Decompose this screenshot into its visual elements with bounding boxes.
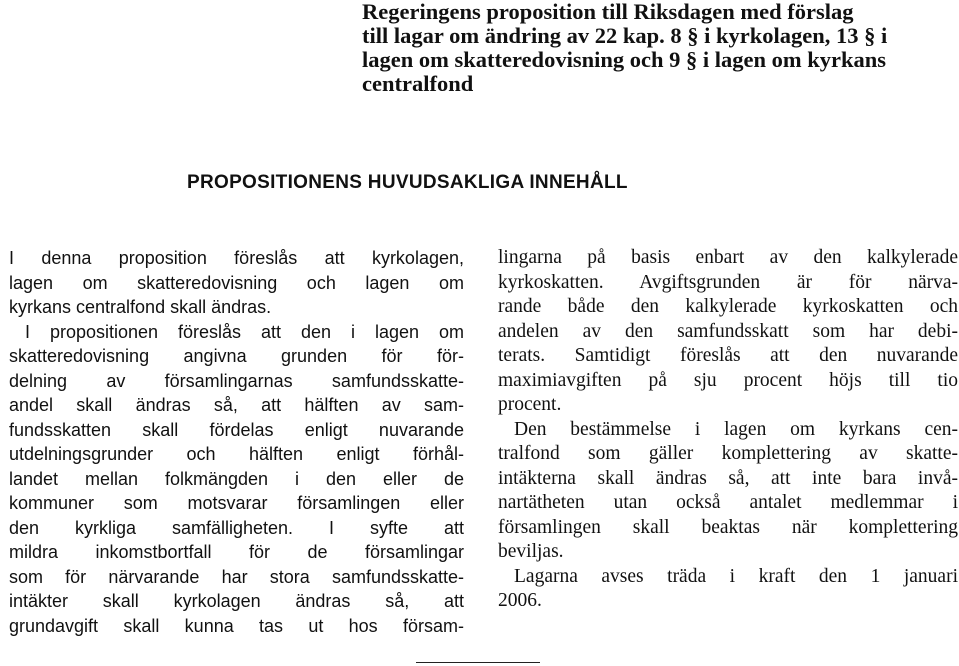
left-column xyxy=(9,246,464,638)
text-line: beviljas. xyxy=(498,541,564,562)
document-title xyxy=(362,0,959,96)
text-line: 2006. xyxy=(498,590,542,611)
text-line: lagen om skatteredovisning och lagen om xyxy=(9,272,464,293)
text-line: kyrkoskatten. Avgiftsgrunden är för närva- xyxy=(498,271,958,293)
text-line: fundsskatten skall fördelas enligt nuvarande xyxy=(9,419,464,440)
footnote-divider xyxy=(416,662,540,663)
text-line: delning av församlingarnas samfundsskatte- xyxy=(9,370,464,391)
title-line: centralfond xyxy=(362,71,474,96)
text-line: som för närvarande har stora samfundsskatte- xyxy=(9,566,464,587)
text-line: skatteredovisning angivna grunden för för- xyxy=(9,346,464,366)
text-line: kyrkans centralfond skall ändras. xyxy=(9,297,272,317)
text-line: lingarna på basis enbart av den kalkylerade xyxy=(498,247,958,268)
text-line: intäkter skall kyrkolagen ändras så, att xyxy=(9,591,464,611)
title-line: Regeringens proposition till Riksdagen med förslag xyxy=(362,0,854,24)
title-line: lagen om skatteredovisning och 9 § i lagen om kyrkans xyxy=(362,47,887,72)
text-line: utdelningsgrunder och hälften enligt förhål- xyxy=(9,444,464,464)
text-line: grundavgift skall kunna tas ut hos försam- xyxy=(9,615,464,636)
text-line: maximiavgiften på sju procent höjs till tio xyxy=(498,369,958,391)
text-line: nartätheten utan också antalet medlemmar i xyxy=(498,492,958,513)
text-line: rande både den kalkylerade kyrkoskatten och xyxy=(498,296,958,317)
text-line: andelen av den samfundsskatt som har debi- xyxy=(498,320,958,342)
text-line: Den bestämmelse i lagen om kyrkans cen- xyxy=(514,418,958,440)
text-line: församlingen skall beaktas när komplettering xyxy=(498,516,958,538)
text-line: terats. Samtidigt föreslås att den nuvarande xyxy=(498,345,958,366)
text-line: I denna proposition föreslås att kyrkolagen, xyxy=(9,248,464,268)
text-line: Lagarna avses träda i kraft den 1 januari xyxy=(514,565,958,587)
text-line: landet mellan folkmängden i den eller de xyxy=(9,468,464,489)
text-line: mildra inkomstbortfall för de församlingar xyxy=(9,542,464,562)
right-column xyxy=(498,246,958,614)
title-line: till lagar om ändring av 22 kap. 8 § i kyrkolagen, 13 § i xyxy=(362,23,888,48)
section-heading: PROPOSITIONENS HUVUDSAKLIGA INNEHÅLL xyxy=(187,172,628,193)
text-line: I propositionen föreslås att den i lagen om xyxy=(25,321,464,342)
text-line: tralfond som gäller komplettering av skatte- xyxy=(498,443,958,464)
text-line: kommuner som motsvarar församlingen eller xyxy=(9,493,464,513)
text-line: andel skall ändras så, att hälften av sam- xyxy=(9,395,464,415)
text-line: den kyrkliga samfälligheten. I syfte att xyxy=(9,517,464,538)
text-line: procent. xyxy=(498,394,562,415)
text-line: intäkterna skall ändras så, att inte bara invå- xyxy=(498,467,958,489)
